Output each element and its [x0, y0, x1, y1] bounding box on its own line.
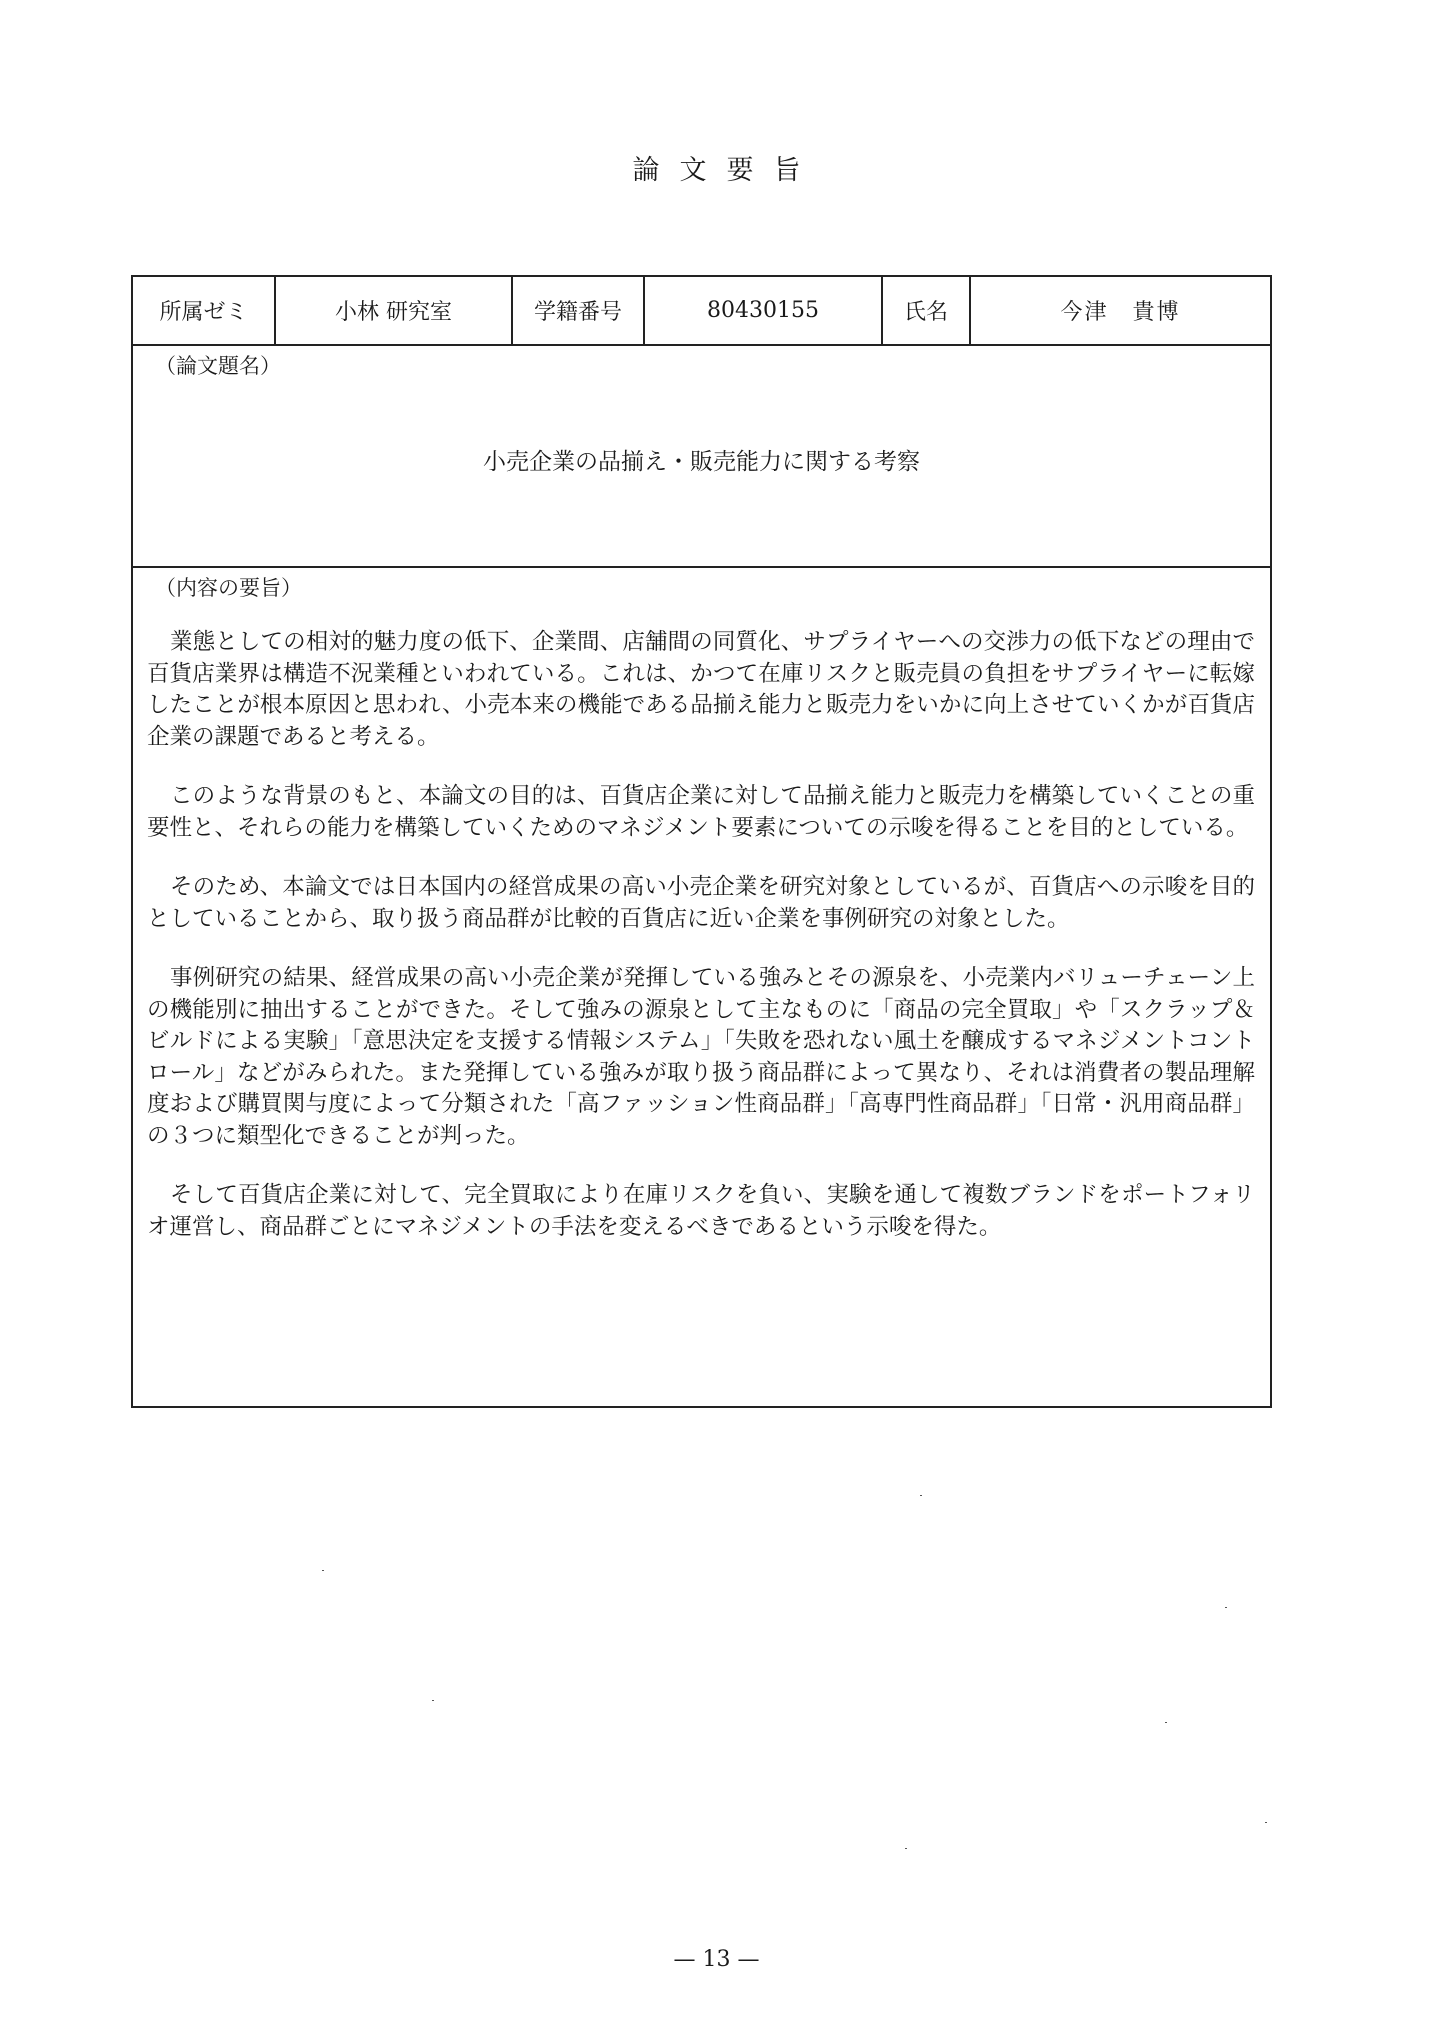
header-row [133, 277, 1270, 346]
thesis-title-label: （論文題名） [155, 354, 281, 378]
summary-label: （内容の要旨） [155, 576, 302, 600]
summary-paragraph-4: 事例研究の結果、経営成果の高い小売企業が発揮している強みとその源泉を、小売業内バリューチェーン上の機能別に抽出することができた。そして強みの源泉として主なものに「商品の完全買取」や「スクラップ＆ビルドによる実験」「意思決定を支援する情報システム」「失敗を恐れない風土を醸成するマネジメントコントロール」などがみられた。また発揮している強みが取り扱う商品群によって異なり、それは消費者の製品理解度および購買関与度によって分類された「高ファッション性商品群」「高専門性商品群」「日常・汎用商品群」の３つに類型化できることが判った。 [147, 965, 1255, 1149]
summary-form [131, 275, 1272, 1408]
seminar-label: 所属ゼミ [133, 277, 276, 344]
page-number: — 13 — [673, 1947, 760, 1972]
scan-speck [322, 1570, 324, 1571]
name-value: 今津 貴博 [1060, 300, 1181, 325]
student-id-value: 80430155 [645, 277, 883, 344]
name-value-cell [971, 277, 1270, 344]
scan-speck [1165, 1722, 1167, 1723]
summary-section [133, 566, 1270, 1406]
scan-speck [432, 1700, 434, 1701]
thesis-title: 小売企業の品揃え・販売能力に関する考察 [483, 449, 920, 475]
scan-speck [1265, 1822, 1267, 1823]
scan-speck [920, 1495, 922, 1496]
document-title: 論文要旨 [632, 155, 821, 186]
scan-speck [905, 1848, 907, 1849]
summary-paragraph-2: このような背景のもと、本論文の目的は、百貨店企業に対して品揃え能力と販売力を構築していくことの重要性と、それらの能力を構築していくためのマネジメント要素についての示唆を得ることを目的としている。 [147, 783, 1255, 841]
seminar-value: 小林 研究室 [276, 277, 513, 344]
thesis-title-section [133, 344, 1270, 568]
scan-speck [1225, 1607, 1227, 1608]
student-id-label: 学籍番号 [513, 277, 645, 344]
summary-paragraph-3: そのため、本論文では日本国内の経営成果の高い小売企業を研究対象としているが、百貨店への示唆を目的としていることから、取り扱う商品群が比較的百貨店に近い企業を事例研究の対象とした。 [147, 874, 1255, 932]
summary-paragraph-5: そして百貨店企業に対して、完全買取により在庫リスクを負い、実験を通して複数ブランドをポートフォリオ運営し、商品群ごとにマネジメントの手法を変えるべきであるという示唆を得た。 [147, 1182, 1255, 1240]
summary-body [147, 627, 1255, 1271]
summary-paragraph-1: 業態としての相対的魅力度の低下、企業間、店舗間の同質化、サプライヤーへの交渉力の低下などの理由で百貨店業界は構造不況業種といわれている。これは、かつて在庫リスクと販売員の負担をサプライヤーに転嫁したことが根本原因と思われ、小売本来の機能である品揃え能力と販売力をいかに向上させていくかが百貨店企業の課題であると考える。 [147, 629, 1255, 750]
name-label: 氏名 [883, 277, 971, 344]
